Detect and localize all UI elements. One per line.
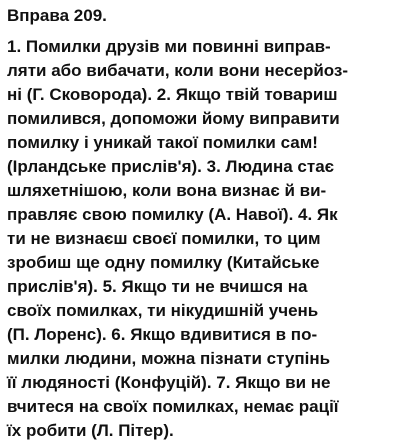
text-line: помилився, допоможи йому виправити xyxy=(7,109,340,128)
text-line: своїх помилках, ти нікудишній учень xyxy=(7,301,319,320)
text-line: ти не визнаєш своєї помилки, то цим xyxy=(7,229,321,248)
exercise-title: Вправа 209. xyxy=(7,6,107,25)
text-line: (П. Лоренс). 6. Якщо вдивитися в по- xyxy=(7,325,318,344)
text-line: її людяності (Конфуцій). 7. Якщо ви не xyxy=(7,373,331,392)
text-line: помилку і уникай такої помилки сам! xyxy=(7,133,318,152)
text-line: ляти або вибачати, коли вони несерйоз- xyxy=(7,61,349,80)
text-line: (Ірландське прислів'я). 3. Людина стає xyxy=(7,157,335,176)
text-line: 1. Помилки друзів ми повинні виправ- xyxy=(7,37,331,56)
text-line: вчитеся на своїх помилках, немає рації xyxy=(7,397,339,416)
text-line: прислів'я). 5. Якщо ти не вчишся на xyxy=(7,277,308,296)
text-line: їх робити (Л. Пітер). xyxy=(7,421,174,440)
text-line: правляє свою помилку (А. Навої). 4. Як xyxy=(7,205,338,224)
text-line: зробиш ще одну помилку (Китайське xyxy=(7,253,320,272)
text-line: ні (Г. Сковорода). 2. Якщо твій товариш xyxy=(7,85,338,104)
text-line: милки людини, можна пізнати ступінь xyxy=(7,349,331,368)
text-line: шляхетнішою, коли вона визнає й ви- xyxy=(7,181,327,200)
